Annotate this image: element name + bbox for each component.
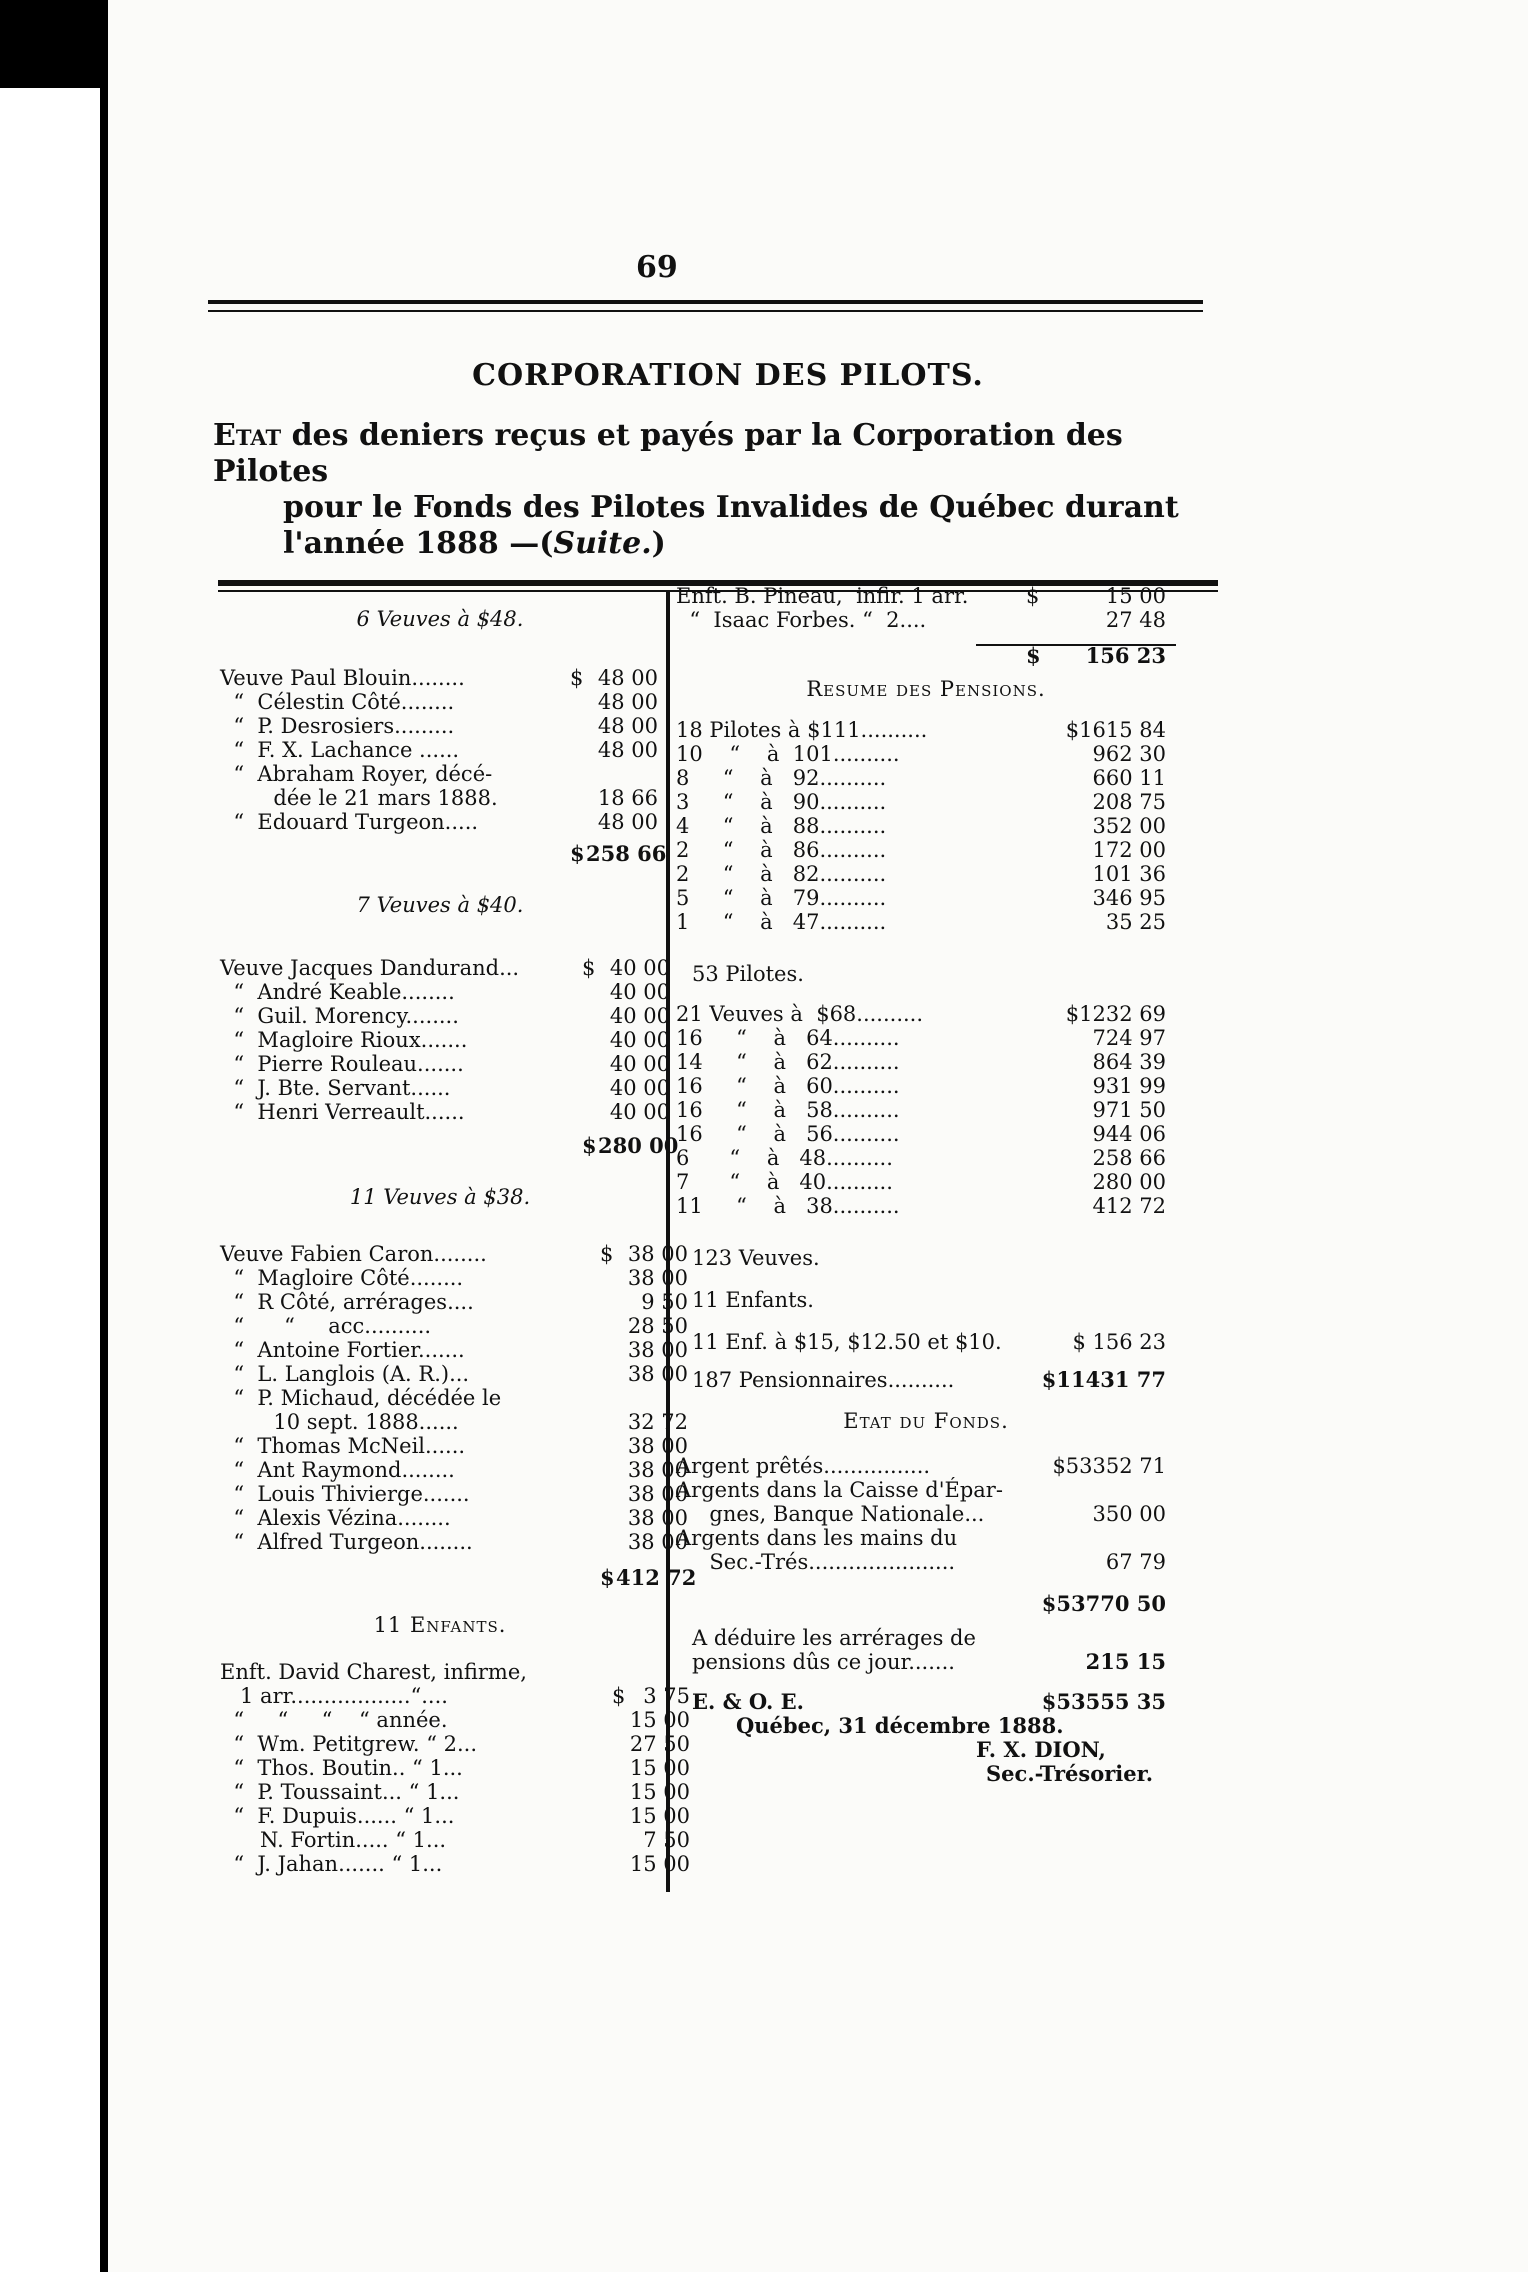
widow-row (220, 1506, 688, 1530)
page-number: 69 (636, 250, 678, 285)
widow-row (220, 1434, 688, 1458)
document-title: CORPORATION DES PILOTS. (472, 358, 984, 393)
widow-row-label: “ L. Langlois (A. R.)... (220, 1362, 470, 1386)
intro-etat: Etat (213, 418, 282, 453)
child-row-amount: 27 50 (629, 1732, 690, 1756)
fonds-row (676, 1526, 1176, 1550)
widow-row-amount: 38 00 (627, 1266, 688, 1290)
enfants-rate-line: 11 Enf. à $15, $12.50 et $10. $ 156 23 (692, 1330, 1166, 1354)
child-row-amount: 15 00 (1105, 584, 1166, 608)
widow-row (220, 666, 660, 690)
veuve-rate-row-label: 16 “ à 58.......... (676, 1098, 900, 1122)
widow-row (220, 1530, 688, 1554)
child-row-label: “ Isaac Forbes. “ 2.... (676, 608, 927, 632)
widow-row (220, 714, 660, 738)
pilote-rate-row (676, 790, 1176, 814)
child-row-label: “ J. Jahan....... “ 1... (220, 1852, 443, 1876)
child-row-dollar: $ (1026, 584, 1040, 608)
pilote-rate-row-amount: 346 95 (1092, 886, 1166, 910)
widow-row-amount: 40 00 (609, 980, 670, 1004)
document-page (108, 0, 1528, 2272)
veuve-rate-row (676, 1146, 1176, 1170)
widow-row (220, 956, 670, 980)
widow-row-label: 10 sept. 1888...... (220, 1410, 459, 1434)
pilote-rate-row-label: 2 “ à 82.......... (676, 862, 887, 886)
fonds-row (676, 1550, 1176, 1574)
child-row-label: “ Wm. Petitgrew. “ 2... (220, 1732, 478, 1756)
veuve-rate-row-label: 21 Veuves à $68.......... (676, 1002, 924, 1026)
intro-line1: des deniers reçus et payés par la Corporation des Pilotes (213, 418, 1123, 489)
fonds-row (676, 1478, 1176, 1502)
widow-row (220, 1386, 660, 1410)
child-row (220, 1852, 690, 1876)
veuve-rate-row (676, 1074, 1176, 1098)
pilote-rate-row-label: 8 “ à 92.......... (676, 766, 887, 790)
child-row (220, 1684, 690, 1708)
widow-row-label: “ F. X. Lachance ...... (220, 738, 460, 762)
widow-row-amount: 38 00 (627, 1362, 688, 1386)
widow-row-label: “ André Keable........ (220, 980, 455, 1004)
veuve-rate-row-label: 16 “ à 60.......... (676, 1074, 900, 1098)
child-row (220, 1660, 660, 1684)
pilote-rate-row-amount: 208 75 (1092, 790, 1166, 814)
child-row-amount: 7 50 (643, 1828, 690, 1852)
veuve-rate-row-amount: 258 66 (1092, 1146, 1166, 1170)
child-row (220, 1708, 690, 1732)
pilote-rate-row (676, 862, 1176, 886)
fonds-row-amount: 350 00 (1092, 1502, 1166, 1526)
widow-row-amount: 38 00 (627, 1506, 688, 1530)
widow-row-amount: 38 00 (627, 1482, 688, 1506)
widow-row (220, 980, 670, 1004)
fonds-row-label: Argents dans la Caisse d'Épar- (676, 1478, 1003, 1502)
veuve-rate-row-amount: 280 00 (1092, 1170, 1166, 1194)
widow-row (220, 1100, 670, 1124)
signer-line: F. X. DION, (976, 1737, 1106, 1762)
fonds-row-label: gnes, Banque Nationale... (676, 1502, 985, 1526)
intro-line2: pour le Fonds des Pilotes Invalides de Québec durant (283, 490, 1179, 525)
widow-row-amount: 38 00 (627, 1530, 688, 1554)
widow-row-label: “ Alfred Turgeon........ (220, 1530, 473, 1554)
resume-heading: Resume des Pensions. (806, 677, 1046, 701)
widow-row-label: “ Magloire Rioux....... (220, 1028, 468, 1052)
widow-row-label: “ Célestin Côté........ (220, 690, 455, 714)
widow-row (220, 786, 660, 810)
widow-row (220, 1362, 688, 1386)
widow-row (220, 1338, 688, 1362)
child-row-label: “ “ “ “ année. (220, 1708, 448, 1732)
widow-row-label: “ Louis Thivierge....... (220, 1482, 470, 1506)
group3-heading: 11 Veuves à $38. (349, 1185, 531, 1209)
group1-total: $ 258 66 (570, 841, 667, 866)
child-row-amount: 15 00 (629, 1852, 690, 1876)
pilote-rate-row-label: 4 “ à 88.......... (676, 814, 887, 838)
widow-row (220, 690, 660, 714)
widow-row-label: “ P. Desrosiers......... (220, 714, 455, 738)
widow-row-label: “ Antoine Fortier....... (220, 1338, 465, 1362)
etat-heading: Etat du Fonds. (843, 1409, 1009, 1433)
widow-row-amount: 48 00 (597, 666, 658, 690)
widow-row-amount: 48 00 (597, 714, 658, 738)
pilote-rate-row (676, 766, 1176, 790)
fonds-row-amount: $53352 71 (1052, 1454, 1166, 1478)
widow-row-amount: 40 00 (609, 1004, 670, 1028)
widow-row-amount: 40 00 (609, 956, 670, 980)
veuve-rate-row (676, 1098, 1176, 1122)
widow-row-amount: 40 00 (609, 1052, 670, 1076)
pilote-rate-row (676, 910, 1176, 934)
widow-row-dollar: $ (570, 666, 584, 690)
enfants-line: 11 Enfants. (692, 1288, 814, 1312)
veuve-rate-row-amount: 864 39 (1092, 1050, 1166, 1074)
child-row-label: “ F. Dupuis...... “ 1... (220, 1804, 455, 1828)
pilote-rate-row-amount: $1615 84 (1065, 718, 1166, 742)
widow-row-amount: 38 00 (627, 1338, 688, 1362)
widow-row-amount: 18 66 (597, 786, 658, 810)
child-row-amount: 15 00 (629, 1780, 690, 1804)
pilote-rate-row (676, 718, 1176, 742)
fonds-row-label: Argent prêtés................ (676, 1454, 931, 1478)
group4-heading: 11 Enfants. (373, 1613, 507, 1637)
widow-row-label: “ J. Bte. Servant...... (220, 1076, 451, 1100)
widow-row-label: dée le 21 mars 1888. (220, 786, 498, 810)
widow-row-label: “ P. Michaud, décédée le (220, 1386, 502, 1410)
widow-row-dollar: $ (582, 956, 596, 980)
pilote-rate-row-label: 3 “ à 90.......... (676, 790, 887, 814)
widow-row-amount: 38 00 (627, 1434, 688, 1458)
veuve-rate-row (676, 1194, 1176, 1218)
group1-heading: 6 Veuves à $48. (356, 607, 524, 631)
top-rule-thick (208, 300, 1203, 304)
child-row-amount: 15 00 (629, 1708, 690, 1732)
child-row-label: 1 arr..................“.... (220, 1684, 448, 1708)
child-row (220, 1780, 690, 1804)
pilote-rate-row-label: 5 “ à 79.......... (676, 886, 887, 910)
intro-line3: l'année 1888 —(Suite.) (283, 526, 666, 561)
pilote-rate-row-label: 18 Pilotes à $111.......... (676, 718, 928, 742)
child-row-amount: 15 00 (629, 1756, 690, 1780)
deduire-line1: A déduire les arrérages de (692, 1626, 976, 1650)
fonds-row-label: Argents dans les mains du (676, 1526, 958, 1550)
veuve-rate-row (676, 1026, 1176, 1050)
widow-row (220, 1314, 688, 1338)
pilote-rate-row (676, 814, 1176, 838)
widow-row-label: “ Thomas McNeil...... (220, 1434, 466, 1458)
signer-title-line: Sec.-Trésorier. (986, 1761, 1154, 1786)
top-rule-thin (208, 310, 1203, 312)
widow-row-amount: 48 00 (597, 690, 658, 714)
widow-row-label: “ Abraham Royer, décé- (220, 762, 493, 786)
group3-total: $ 412 72 (600, 1565, 697, 1590)
pilote-rate-row-amount: 660 11 (1092, 766, 1166, 790)
widow-row (220, 1076, 670, 1100)
group2-total: $ 280 00 (582, 1133, 679, 1158)
widow-row-amount: 40 00 (609, 1028, 670, 1052)
date-line: Québec, 31 décembre 1888. (736, 1713, 1064, 1738)
left-column (220, 604, 697, 1876)
child-row (220, 1804, 690, 1828)
child-row-amount: 3 75 (643, 1684, 690, 1708)
widow-row-label: “ Ant Raymond........ (220, 1458, 455, 1482)
widow-row-amount: 40 00 (609, 1100, 670, 1124)
fonds-total: $53770 50 (1041, 1591, 1166, 1616)
child-row-amount: 15 00 (629, 1804, 690, 1828)
child-row-label: Enft. B. Pineau, infir. 1 arr. (676, 584, 969, 608)
fonds-row-label: Sec.-Trés...................... (676, 1550, 956, 1574)
widow-row-label: Veuve Jacques Dandurand... (220, 956, 520, 980)
pilote-rate-row-amount: 962 30 (1092, 742, 1166, 766)
child-row (676, 608, 1176, 632)
widow-row (220, 1266, 688, 1290)
widow-row-label: “ Alexis Vézina........ (220, 1506, 451, 1530)
widow-row-label: “ Henri Verreault...... (220, 1100, 465, 1124)
veuve-rate-row-amount: $1232 69 (1065, 1002, 1166, 1026)
widow-row (220, 1242, 688, 1266)
deduire-line2: pensions dûs ce jour....... 215 15 (692, 1649, 1166, 1674)
widow-row-amount: 38 00 (627, 1458, 688, 1482)
widow-row-label: “ R Côté, arrérages.... (220, 1290, 474, 1314)
right-column (676, 584, 1176, 1786)
veuve-rate-row-amount: 412 72 (1092, 1194, 1166, 1218)
pilote-rate-row (676, 838, 1176, 862)
pilote-rate-row-amount: 35 25 (1105, 910, 1166, 934)
pilote-rate-row-label: 10 “ à 101.......... (676, 742, 900, 766)
child-row-label: N. Fortin..... “ 1... (220, 1828, 447, 1852)
veuve-rate-row-label: 7 “ à 40.......... (676, 1170, 893, 1194)
widow-row-amount: 38 00 (627, 1242, 688, 1266)
pilote-rate-row-amount: 352 00 (1092, 814, 1166, 838)
widow-row-label: “ Magloire Côté........ (220, 1266, 464, 1290)
veuve-rate-row-label: 6 “ à 48.......... (676, 1146, 893, 1170)
veuve-rate-row-amount: 944 06 (1092, 1122, 1166, 1146)
widow-row (220, 738, 660, 762)
veuve-rate-row-label: 11 “ à 38.......... (676, 1194, 900, 1218)
widow-row-amount: 32 72 (627, 1410, 688, 1434)
child-row-dollar: $ (612, 1684, 626, 1708)
veuve-rate-row-amount: 724 97 (1092, 1026, 1166, 1050)
child-row (676, 584, 1176, 608)
veuve-rate-row (676, 1122, 1176, 1146)
widow-row-amount: 9 50 (641, 1290, 688, 1314)
widow-row (220, 1482, 688, 1506)
veuve-rate-row (676, 1170, 1176, 1194)
right-top-total: $ 156 23 (1026, 643, 1166, 668)
widow-row-amount: 48 00 (597, 810, 658, 834)
veuve-rate-row (676, 1050, 1176, 1074)
veuves-total-line: 123 Veuves. (692, 1246, 820, 1270)
veuve-rate-row-label: 16 “ à 56.......... (676, 1122, 900, 1146)
fonds-row (676, 1502, 1176, 1526)
widow-row-label: “ Guil. Morency........ (220, 1004, 459, 1028)
widow-row (220, 1410, 688, 1434)
widow-row (220, 1004, 670, 1028)
child-row-label: Enft. David Charest, infirme, (220, 1660, 527, 1684)
veuve-rate-row-amount: 931 99 (1092, 1074, 1166, 1098)
widow-row (220, 1052, 670, 1076)
veuve-rate-row-amount: 971 50 (1092, 1098, 1166, 1122)
widow-row (220, 1458, 688, 1482)
pilote-rate-row-amount: 172 00 (1092, 838, 1166, 862)
child-row-label: “ Thos. Boutin.. “ 1... (220, 1756, 463, 1780)
child-row-amount: 27 48 (1105, 608, 1166, 632)
widow-row-amount: 28 50 (627, 1314, 688, 1338)
widow-row-dollar: $ (600, 1242, 614, 1266)
widow-row-label: Veuve Paul Blouin........ (220, 666, 465, 690)
veuve-rate-row-label: 14 “ à 62.......... (676, 1050, 900, 1074)
child-row (220, 1828, 690, 1852)
fonds-row (676, 1454, 1176, 1478)
final-line: E. & O. E. $53555 35 (692, 1689, 1166, 1714)
widow-row (220, 810, 660, 834)
child-row-label: “ P. Toussaint... “ 1... (220, 1780, 460, 1804)
pilote-rate-row-label: 2 “ à 86.......... (676, 838, 887, 862)
widow-row (220, 762, 660, 786)
child-row (220, 1756, 690, 1780)
adjacent-page-strip (0, 88, 100, 2272)
widow-row-amount: 48 00 (597, 738, 658, 762)
pilote-rate-row (676, 742, 1176, 766)
veuve-rate-row (676, 1002, 1176, 1026)
pilote-rate-row-amount: 101 36 (1092, 862, 1166, 886)
widow-row (220, 1290, 688, 1314)
pensionnaires-line: 187 Pensionnaires.......... $11431 77 (692, 1367, 1166, 1392)
widow-row-label: “ Edouard Turgeon..... (220, 810, 479, 834)
fonds-row-amount: 67 79 (1105, 1550, 1166, 1574)
child-row (220, 1732, 690, 1756)
pilote-rate-row-label: 1 “ à 47.......... (676, 910, 887, 934)
widow-row (220, 1028, 670, 1052)
widow-row-label: “ “ acc.......... (220, 1314, 432, 1338)
pilote-rate-row (676, 886, 1176, 910)
group2-heading: 7 Veuves à $40. (356, 893, 524, 917)
intro-paragraph (213, 418, 1223, 562)
widow-row-label: Veuve Fabien Caron........ (220, 1242, 487, 1266)
pilotes-total-line: 53 Pilotes. (692, 962, 804, 986)
widow-row-amount: 40 00 (609, 1076, 670, 1100)
widow-row-label: “ Pierre Rouleau....... (220, 1052, 464, 1076)
veuve-rate-row-label: 16 “ à 64.......... (676, 1026, 900, 1050)
